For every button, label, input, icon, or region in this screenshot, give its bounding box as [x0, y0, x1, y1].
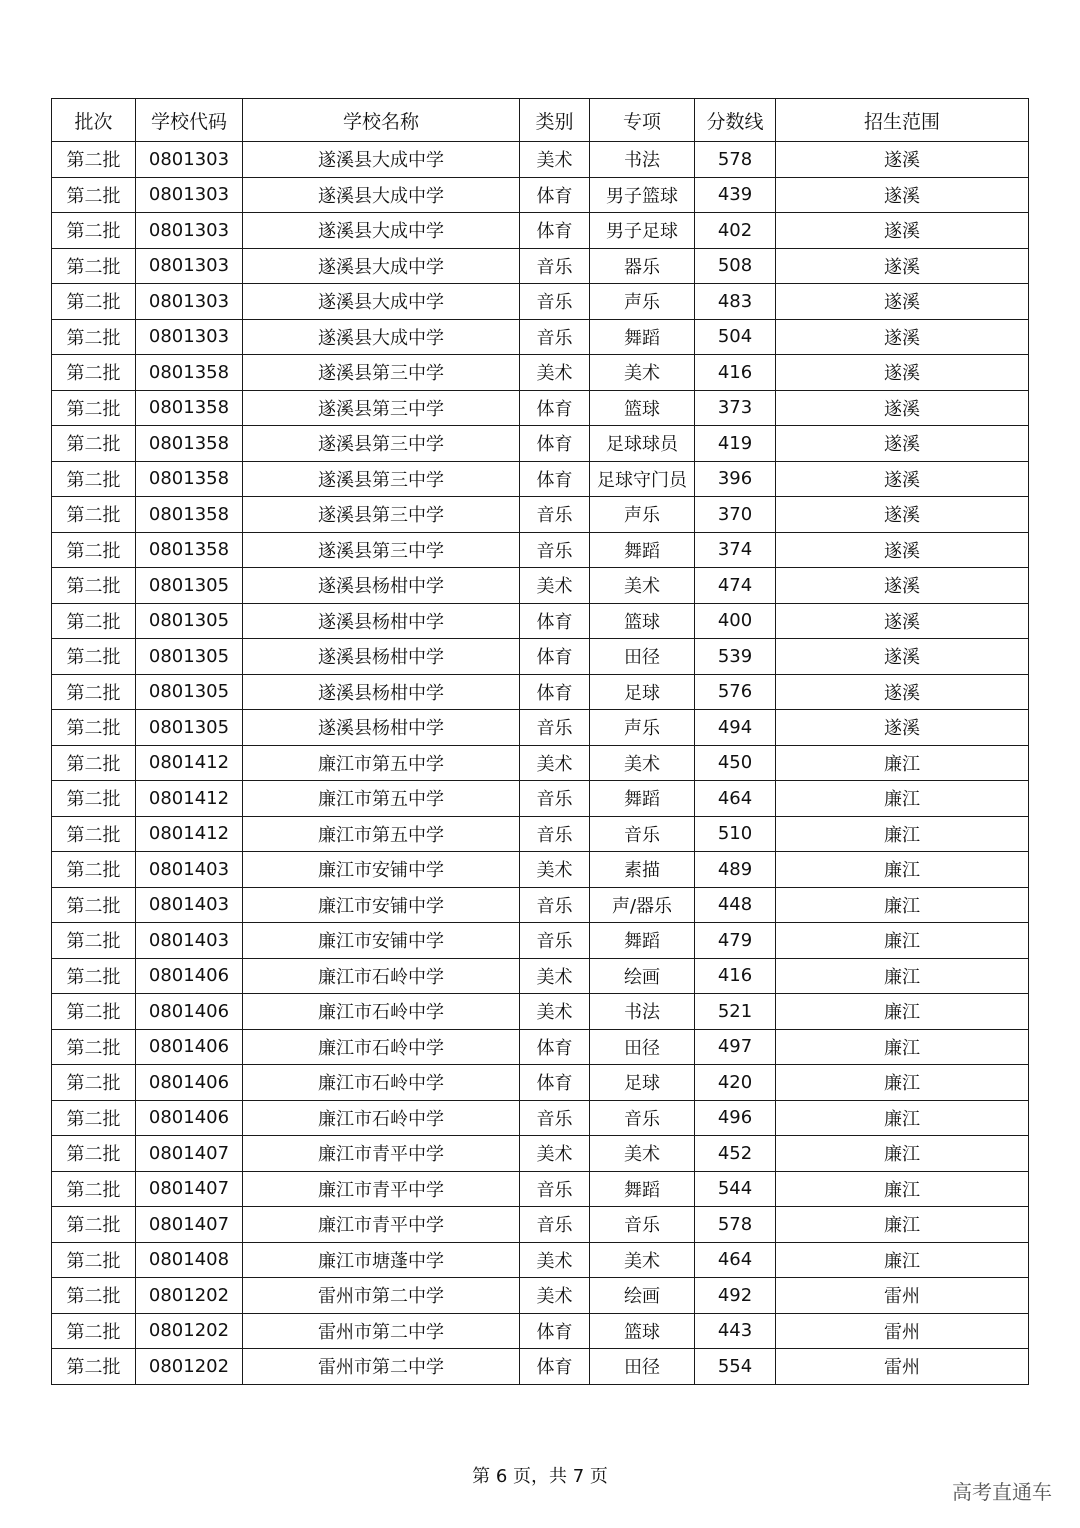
cell-category: 音乐: [520, 1100, 590, 1136]
header-specialty: 专项: [590, 99, 695, 142]
cell-score-line: 450: [695, 745, 776, 781]
cell-enrollment-area: 遂溪: [776, 639, 1029, 675]
cell-score-line: 521: [695, 994, 776, 1030]
table-row: [52, 390, 1029, 426]
table-row: [52, 639, 1029, 675]
cell-batch: 第二批: [52, 319, 136, 355]
cell-school-code: 0801406: [136, 1100, 243, 1136]
cell-school-name: 遂溪县大成中学: [243, 248, 520, 284]
cell-school-code: 0801412: [136, 781, 243, 817]
cell-school-code: 0801403: [136, 923, 243, 959]
cell-score-line: 400: [695, 603, 776, 639]
table-row: [52, 1136, 1029, 1172]
cell-school-name: 遂溪县杨柑中学: [243, 603, 520, 639]
score-table: [51, 98, 1029, 1385]
cell-enrollment-area: 遂溪: [776, 177, 1029, 213]
cell-score-line: 464: [695, 1242, 776, 1278]
cell-category: 体育: [520, 674, 590, 710]
cell-score-line: 504: [695, 319, 776, 355]
cell-batch: 第二批: [52, 1171, 136, 1207]
cell-category: 体育: [520, 1029, 590, 1065]
cell-score-line: 416: [695, 958, 776, 994]
header-batch: 批次: [52, 99, 136, 142]
cell-school-name: 廉江市石岭中学: [243, 1065, 520, 1101]
cell-enrollment-area: 遂溪: [776, 568, 1029, 604]
cell-enrollment-area: 遂溪: [776, 461, 1029, 497]
cell-batch: 第二批: [52, 639, 136, 675]
cell-school-code: 0801202: [136, 1313, 243, 1349]
cell-batch: 第二批: [52, 852, 136, 888]
cell-school-name: 遂溪县第三中学: [243, 390, 520, 426]
table-row: [52, 745, 1029, 781]
cell-category: 美术: [520, 355, 590, 391]
table-row: [52, 426, 1029, 462]
table-row: [52, 568, 1029, 604]
cell-category: 美术: [520, 1242, 590, 1278]
table-row: [52, 1207, 1029, 1243]
cell-enrollment-area: 廉江: [776, 745, 1029, 781]
cell-score-line: 396: [695, 461, 776, 497]
cell-school-name: 遂溪县第三中学: [243, 355, 520, 391]
cell-school-code: 0801358: [136, 426, 243, 462]
cell-batch: 第二批: [52, 532, 136, 568]
cell-enrollment-area: 遂溪: [776, 674, 1029, 710]
cell-batch: 第二批: [52, 1278, 136, 1314]
cell-school-code: 0801406: [136, 1065, 243, 1101]
cell-category: 美术: [520, 1278, 590, 1314]
cell-score-line: 420: [695, 1065, 776, 1101]
cell-specialty: 音乐: [590, 1207, 695, 1243]
cell-specialty: 舞蹈: [590, 319, 695, 355]
cell-school-code: 0801303: [136, 142, 243, 178]
cell-score-line: 373: [695, 390, 776, 426]
header-category: 类别: [520, 99, 590, 142]
cell-score-line: 492: [695, 1278, 776, 1314]
cell-school-code: 0801303: [136, 319, 243, 355]
cell-school-name: 廉江市第五中学: [243, 781, 520, 817]
cell-school-name: 遂溪县大成中学: [243, 142, 520, 178]
cell-category: 美术: [520, 994, 590, 1030]
cell-score-line: 539: [695, 639, 776, 675]
cell-category: 音乐: [520, 497, 590, 533]
cell-category: 音乐: [520, 248, 590, 284]
cell-score-line: 578: [695, 142, 776, 178]
cell-enrollment-area: 廉江: [776, 958, 1029, 994]
cell-batch: 第二批: [52, 426, 136, 462]
table-row: [52, 1100, 1029, 1136]
cell-enrollment-area: 雷州: [776, 1278, 1029, 1314]
cell-school-name: 遂溪县第三中学: [243, 426, 520, 462]
cell-school-name: 廉江市青平中学: [243, 1171, 520, 1207]
cell-score-line: 416: [695, 355, 776, 391]
cell-enrollment-area: 雷州: [776, 1313, 1029, 1349]
header-row: [52, 99, 1029, 142]
cell-school-code: 0801403: [136, 852, 243, 888]
cell-enrollment-area: 遂溪: [776, 426, 1029, 462]
table-row: [52, 816, 1029, 852]
cell-score-line: 374: [695, 532, 776, 568]
cell-category: 美术: [520, 1136, 590, 1172]
cell-specialty: 舞蹈: [590, 781, 695, 817]
header-school-name: 学校名称: [243, 99, 520, 142]
cell-school-name: 遂溪县大成中学: [243, 213, 520, 249]
cell-score-line: 402: [695, 213, 776, 249]
table-row: [52, 284, 1029, 320]
table-row: [52, 1065, 1029, 1101]
cell-specialty: 舞蹈: [590, 1171, 695, 1207]
cell-school-name: 廉江市塘蓬中学: [243, 1242, 520, 1278]
cell-score-line: 419: [695, 426, 776, 462]
table-row: [52, 355, 1029, 391]
cell-specialty: 田径: [590, 639, 695, 675]
cell-specialty: 篮球: [590, 390, 695, 426]
cell-enrollment-area: 遂溪: [776, 390, 1029, 426]
cell-enrollment-area: 廉江: [776, 923, 1029, 959]
cell-batch: 第二批: [52, 1029, 136, 1065]
cell-category: 体育: [520, 213, 590, 249]
header-enrollment-area: 招生范围: [776, 99, 1029, 142]
table-row: [52, 532, 1029, 568]
cell-category: 美术: [520, 568, 590, 604]
table-row: [52, 674, 1029, 710]
cell-school-code: 0801305: [136, 710, 243, 746]
cell-enrollment-area: 遂溪: [776, 355, 1029, 391]
cell-specialty: 绘画: [590, 1278, 695, 1314]
cell-category: 体育: [520, 177, 590, 213]
cell-category: 美术: [520, 958, 590, 994]
cell-enrollment-area: 廉江: [776, 781, 1029, 817]
table-row: [52, 142, 1029, 178]
cell-school-name: 遂溪县杨柑中学: [243, 568, 520, 604]
cell-school-name: 遂溪县杨柑中学: [243, 639, 520, 675]
cell-school-code: 0801202: [136, 1349, 243, 1385]
cell-school-name: 遂溪县大成中学: [243, 284, 520, 320]
cell-school-name: 遂溪县第三中学: [243, 461, 520, 497]
cell-score-line: 452: [695, 1136, 776, 1172]
cell-school-code: 0801303: [136, 248, 243, 284]
cell-batch: 第二批: [52, 248, 136, 284]
cell-school-name: 遂溪县第三中学: [243, 532, 520, 568]
cell-enrollment-area: 廉江: [776, 852, 1029, 888]
cell-school-code: 0801407: [136, 1171, 243, 1207]
cell-school-name: 廉江市第五中学: [243, 745, 520, 781]
cell-score-line: 576: [695, 674, 776, 710]
cell-enrollment-area: 遂溪: [776, 319, 1029, 355]
cell-category: 音乐: [520, 781, 590, 817]
cell-school-code: 0801305: [136, 568, 243, 604]
table-row: [52, 887, 1029, 923]
cell-enrollment-area: 遂溪: [776, 142, 1029, 178]
cell-enrollment-area: 遂溪: [776, 497, 1029, 533]
cell-batch: 第二批: [52, 1065, 136, 1101]
cell-category: 音乐: [520, 284, 590, 320]
cell-school-name: 廉江市石岭中学: [243, 958, 520, 994]
cell-enrollment-area: 遂溪: [776, 603, 1029, 639]
cell-score-line: 494: [695, 710, 776, 746]
cell-batch: 第二批: [52, 816, 136, 852]
cell-school-code: 0801407: [136, 1207, 243, 1243]
cell-category: 体育: [520, 390, 590, 426]
cell-batch: 第二批: [52, 355, 136, 391]
cell-specialty: 足球球员: [590, 426, 695, 462]
cell-school-code: 0801407: [136, 1136, 243, 1172]
cell-batch: 第二批: [52, 142, 136, 178]
cell-school-name: 廉江市石岭中学: [243, 1029, 520, 1065]
cell-school-name: 廉江市安铺中学: [243, 923, 520, 959]
cell-category: 音乐: [520, 1171, 590, 1207]
cell-specialty: 舞蹈: [590, 923, 695, 959]
page-number: 第 6 页，共 7 页: [472, 1466, 608, 1487]
cell-score-line: 508: [695, 248, 776, 284]
table-row: [52, 958, 1029, 994]
cell-specialty: 美术: [590, 1136, 695, 1172]
cell-batch: 第二批: [52, 1207, 136, 1243]
cell-score-line: 474: [695, 568, 776, 604]
cell-specialty: 声乐: [590, 284, 695, 320]
table-row: [52, 1349, 1029, 1385]
table-row: [52, 1313, 1029, 1349]
cell-specialty: 田径: [590, 1349, 695, 1385]
cell-school-name: 遂溪县大成中学: [243, 177, 520, 213]
cell-school-code: 0801303: [136, 213, 243, 249]
cell-enrollment-area: 廉江: [776, 1029, 1029, 1065]
cell-score-line: 554: [695, 1349, 776, 1385]
table-row: [52, 923, 1029, 959]
cell-enrollment-area: 廉江: [776, 1100, 1029, 1136]
cell-enrollment-area: 廉江: [776, 1171, 1029, 1207]
cell-enrollment-area: 遂溪: [776, 248, 1029, 284]
cell-specialty: 篮球: [590, 603, 695, 639]
cell-school-name: 遂溪县杨柑中学: [243, 710, 520, 746]
cell-category: 美术: [520, 852, 590, 888]
cell-score-line: 439: [695, 177, 776, 213]
cell-category: 体育: [520, 639, 590, 675]
cell-enrollment-area: 廉江: [776, 1136, 1029, 1172]
cell-batch: 第二批: [52, 958, 136, 994]
table-row: [52, 1029, 1029, 1065]
cell-specialty: 男子足球: [590, 213, 695, 249]
cell-category: 音乐: [520, 816, 590, 852]
cell-batch: 第二批: [52, 887, 136, 923]
cell-school-name: 廉江市青平中学: [243, 1136, 520, 1172]
table-row: [52, 781, 1029, 817]
cell-enrollment-area: 遂溪: [776, 710, 1029, 746]
cell-specialty: 美术: [590, 355, 695, 391]
cell-school-code: 0801305: [136, 603, 243, 639]
table-row: [52, 177, 1029, 213]
cell-batch: 第二批: [52, 710, 136, 746]
table-row: [52, 1278, 1029, 1314]
cell-score-line: 496: [695, 1100, 776, 1136]
cell-specialty: 美术: [590, 745, 695, 781]
cell-score-line: 578: [695, 1207, 776, 1243]
cell-school-code: 0801412: [136, 745, 243, 781]
table-row: [52, 248, 1029, 284]
table-row: [52, 603, 1029, 639]
cell-school-code: 0801406: [136, 1029, 243, 1065]
cell-school-code: 0801408: [136, 1242, 243, 1278]
cell-score-line: 510: [695, 816, 776, 852]
cell-category: 体育: [520, 426, 590, 462]
cell-school-name: 遂溪县杨柑中学: [243, 674, 520, 710]
cell-school-code: 0801403: [136, 887, 243, 923]
table-row: [52, 1242, 1029, 1278]
cell-specialty: 声乐: [590, 497, 695, 533]
header-score-line: 分数线: [695, 99, 776, 142]
cell-school-code: 0801303: [136, 284, 243, 320]
table-row: [52, 1171, 1029, 1207]
cell-enrollment-area: 廉江: [776, 1207, 1029, 1243]
cell-batch: 第二批: [52, 1313, 136, 1349]
cell-score-line: 443: [695, 1313, 776, 1349]
table-row: [52, 213, 1029, 249]
cell-category: 体育: [520, 1065, 590, 1101]
cell-category: 美术: [520, 745, 590, 781]
cell-batch: 第二批: [52, 923, 136, 959]
cell-specialty: 绘画: [590, 958, 695, 994]
cell-school-code: 0801412: [136, 816, 243, 852]
cell-school-code: 0801406: [136, 994, 243, 1030]
cell-school-name: 廉江市安铺中学: [243, 852, 520, 888]
cell-specialty: 舞蹈: [590, 532, 695, 568]
cell-specialty: 足球: [590, 674, 695, 710]
cell-specialty: 声/器乐: [590, 887, 695, 923]
cell-school-name: 廉江市安铺中学: [243, 887, 520, 923]
cell-batch: 第二批: [52, 1349, 136, 1385]
cell-school-name: 廉江市第五中学: [243, 816, 520, 852]
table-row: [52, 852, 1029, 888]
cell-school-name: 廉江市石岭中学: [243, 1100, 520, 1136]
cell-enrollment-area: 廉江: [776, 816, 1029, 852]
table-row: [52, 319, 1029, 355]
cell-score-line: 483: [695, 284, 776, 320]
cell-score-line: 489: [695, 852, 776, 888]
cell-category: 体育: [520, 1349, 590, 1385]
cell-enrollment-area: 廉江: [776, 887, 1029, 923]
cell-score-line: 479: [695, 923, 776, 959]
header-school-code: 学校代码: [136, 99, 243, 142]
cell-category: 美术: [520, 142, 590, 178]
cell-category: 体育: [520, 1313, 590, 1349]
cell-batch: 第二批: [52, 461, 136, 497]
cell-specialty: 田径: [590, 1029, 695, 1065]
cell-batch: 第二批: [52, 213, 136, 249]
cell-batch: 第二批: [52, 994, 136, 1030]
cell-specialty: 素描: [590, 852, 695, 888]
cell-specialty: 足球: [590, 1065, 695, 1101]
cell-batch: 第二批: [52, 390, 136, 426]
cell-batch: 第二批: [52, 284, 136, 320]
cell-specialty: 器乐: [590, 248, 695, 284]
cell-school-name: 遂溪县第三中学: [243, 497, 520, 533]
cell-enrollment-area: 廉江: [776, 1065, 1029, 1101]
cell-score-line: 497: [695, 1029, 776, 1065]
cell-specialty: 男子篮球: [590, 177, 695, 213]
cell-category: 音乐: [520, 887, 590, 923]
cell-specialty: 音乐: [590, 1100, 695, 1136]
cell-specialty: 足球守门员: [590, 461, 695, 497]
table-row: [52, 461, 1029, 497]
cell-school-name: 雷州市第二中学: [243, 1349, 520, 1385]
cell-school-code: 0801202: [136, 1278, 243, 1314]
cell-specialty: 音乐: [590, 816, 695, 852]
cell-batch: 第二批: [52, 674, 136, 710]
cell-school-name: 廉江市石岭中学: [243, 994, 520, 1030]
cell-school-name: 遂溪县大成中学: [243, 319, 520, 355]
cell-specialty: 书法: [590, 994, 695, 1030]
cell-enrollment-area: 遂溪: [776, 284, 1029, 320]
cell-category: 体育: [520, 461, 590, 497]
cell-category: 音乐: [520, 710, 590, 746]
cell-school-code: 0801406: [136, 958, 243, 994]
cell-category: 音乐: [520, 319, 590, 355]
cell-category: 音乐: [520, 923, 590, 959]
cell-school-code: 0801305: [136, 639, 243, 675]
cell-specialty: 美术: [590, 568, 695, 604]
cell-enrollment-area: 遂溪: [776, 213, 1029, 249]
cell-batch: 第二批: [52, 497, 136, 533]
cell-score-line: 464: [695, 781, 776, 817]
cell-school-name: 雷州市第二中学: [243, 1313, 520, 1349]
cell-batch: 第二批: [52, 177, 136, 213]
cell-batch: 第二批: [52, 1100, 136, 1136]
cell-batch: 第二批: [52, 1136, 136, 1172]
cell-specialty: 书法: [590, 142, 695, 178]
cell-batch: 第二批: [52, 781, 136, 817]
cell-specialty: 声乐: [590, 710, 695, 746]
cell-score-line: 448: [695, 887, 776, 923]
table-row: [52, 497, 1029, 533]
cell-enrollment-area: 廉江: [776, 994, 1029, 1030]
cell-school-code: 0801358: [136, 532, 243, 568]
cell-batch: 第二批: [52, 1242, 136, 1278]
cell-school-code: 0801358: [136, 461, 243, 497]
cell-school-code: 0801303: [136, 177, 243, 213]
table-row: [52, 710, 1029, 746]
cell-specialty: 篮球: [590, 1313, 695, 1349]
table-row: [52, 994, 1029, 1030]
cell-school-name: 廉江市青平中学: [243, 1207, 520, 1243]
cell-school-code: 0801358: [136, 355, 243, 391]
cell-score-line: 370: [695, 497, 776, 533]
cell-score-line: 544: [695, 1171, 776, 1207]
cell-school-code: 0801358: [136, 390, 243, 426]
cell-specialty: 美术: [590, 1242, 695, 1278]
cell-enrollment-area: 廉江: [776, 1242, 1029, 1278]
cell-batch: 第二批: [52, 745, 136, 781]
table-body: [52, 142, 1029, 1385]
cell-school-code: 0801358: [136, 497, 243, 533]
cell-enrollment-area: 遂溪: [776, 532, 1029, 568]
cell-category: 体育: [520, 603, 590, 639]
watermark-text: 高考直通车: [952, 1480, 1052, 1504]
cell-enrollment-area: 雷州: [776, 1349, 1029, 1385]
cell-category: 音乐: [520, 1207, 590, 1243]
cell-batch: 第二批: [52, 603, 136, 639]
cell-school-code: 0801305: [136, 674, 243, 710]
cell-school-name: 雷州市第二中学: [243, 1278, 520, 1314]
cell-category: 音乐: [520, 532, 590, 568]
cell-batch: 第二批: [52, 568, 136, 604]
